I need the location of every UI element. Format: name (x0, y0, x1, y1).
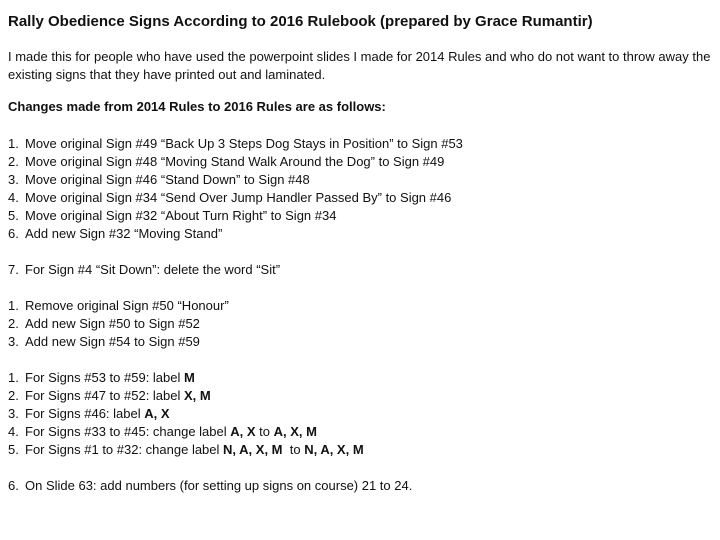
list-number: 5. (8, 208, 19, 223)
list-text: For Sign #4 “Sit Down”: delete the word “Sit” (25, 262, 281, 277)
label-connector: to (282, 442, 305, 457)
list-text: Add new Sign #50 to Sign #52 (25, 316, 200, 331)
list-number: 7. (8, 262, 19, 277)
list-number: 6. (8, 226, 19, 241)
list-text: Move original Sign #34 “Send Over Jump Handler Passed By” to Sign #46 (25, 190, 452, 205)
list-item (8, 387, 712, 405)
list-number: 2. (8, 154, 19, 169)
label-code: X, M (184, 388, 211, 403)
list-text: Add new Sign #54 to Sign #59 (25, 334, 200, 349)
list-number: 3. (8, 172, 19, 187)
list-slide-numbers (8, 477, 712, 495)
list-item (8, 153, 712, 171)
label-text: For Signs #1 to #32: change label (25, 442, 224, 457)
label-code: M (184, 370, 195, 385)
list-text: On Slide 63: add numbers (for setting up signs on course) 21 to 24. (25, 478, 413, 493)
list-item (8, 369, 712, 387)
list-item (8, 189, 712, 207)
list-text: Move original Sign #48 “Moving Stand Walk Around the Dog” to Sign #49 (25, 154, 445, 169)
list-item (8, 261, 712, 279)
list-item (8, 405, 712, 423)
list-text: Move original Sign #49 “Back Up 3 Steps Dog Stays in Position” to Sign #53 (25, 136, 463, 151)
list-number: 2. (8, 388, 19, 403)
label-connector: to (255, 424, 274, 439)
list-text (25, 423, 317, 441)
label-code: N, A, X, M (223, 442, 283, 457)
list-item (8, 297, 712, 315)
list-item (8, 441, 712, 459)
list-number: 4. (8, 190, 19, 205)
label-code-new: A, X, M (273, 424, 317, 439)
list-item (8, 207, 712, 225)
list-text (25, 387, 211, 405)
list-text: Move original Sign #46 “Stand Down” to Sign #48 (25, 172, 310, 187)
list-item (8, 171, 712, 189)
list-text: Add new Sign #32 “Moving Stand” (25, 226, 223, 241)
label-code-new: N, A, X, M (304, 442, 364, 457)
list-number: 3. (8, 334, 19, 349)
label-text: For Signs #53 to #59: label (25, 370, 184, 385)
list-new-signs (8, 297, 712, 351)
list-labels (8, 369, 712, 459)
list-sit-down (8, 261, 712, 279)
list-text: Move original Sign #32 “About Turn Right” to Sign #34 (25, 208, 337, 223)
changes-heading: Changes made from 2014 Rules to 2016 Rules are as follows: (8, 99, 386, 114)
list-text (25, 441, 364, 459)
list-number: 5. (8, 442, 19, 457)
list-item (8, 135, 712, 153)
label-code: A, X (230, 424, 256, 439)
intro-paragraph: I made this for people who have used the powerpoint slides I made for 2014 Rules and who do not want to throw away the existing signs that they have printed out and laminated. (8, 49, 711, 82)
list-number: 1. (8, 298, 19, 313)
list-text: Remove original Sign #50 “Honour” (25, 298, 229, 313)
list-text (25, 369, 195, 387)
list-item (8, 423, 712, 441)
list-item (8, 315, 712, 333)
document-title: Rally Obedience Signs According to 2016 Rulebook (prepared by Grace Rumantir) (8, 13, 593, 30)
label-text: For Signs #33 to #45: change label (25, 424, 231, 439)
list-number: 1. (8, 136, 19, 151)
label-text: For Signs #47 to #52: label (25, 388, 184, 403)
list-number: 2. (8, 316, 19, 331)
document-page (8, 12, 712, 513)
list-item (8, 477, 712, 495)
list-number: 1. (8, 370, 19, 385)
list-number: 3. (8, 406, 19, 421)
label-code: A, X (144, 406, 170, 421)
list-item (8, 225, 712, 243)
list-number: 6. (8, 478, 19, 493)
list-text (25, 405, 170, 423)
list-item (8, 333, 712, 351)
label-text: For Signs #46: label (25, 406, 145, 421)
list-sign-moves (8, 135, 712, 243)
list-number: 4. (8, 424, 19, 439)
